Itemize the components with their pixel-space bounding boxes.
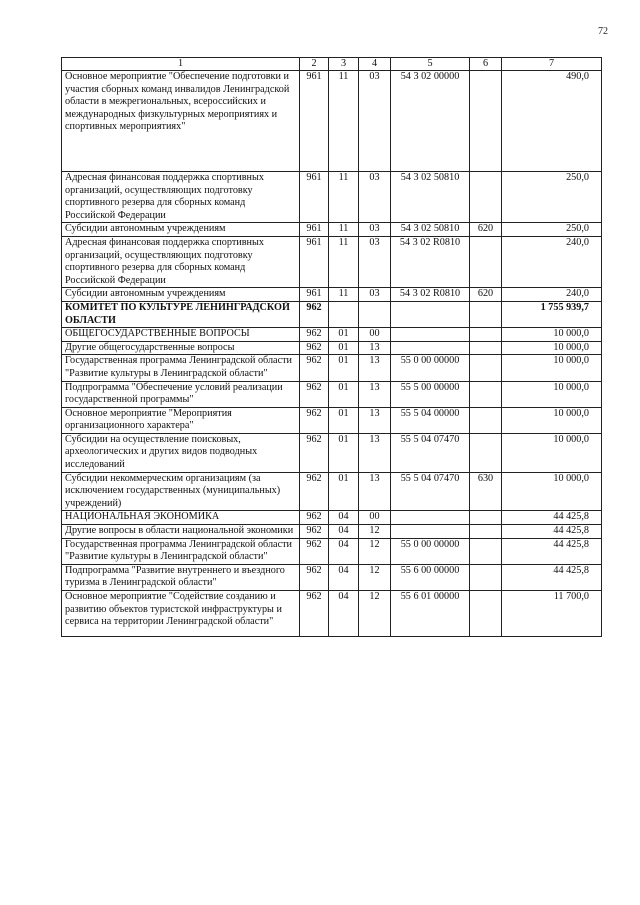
row-subsection: 13 (359, 472, 391, 511)
row-target-article (391, 328, 470, 342)
row-name: Основное мероприятие "Мероприятия организационного характера" (62, 407, 300, 433)
row-expense-type: 620 (470, 223, 502, 237)
row-expense-type (470, 301, 502, 327)
row-name: Субсидии автономным учреждениям (62, 288, 300, 302)
row-amount: 44 425,8 (502, 511, 602, 525)
table-row (62, 341, 602, 355)
row-name: Адресная финансовая поддержка спортивных организаций, осуществляющих подготовку спортивного резерва для сборных команд Российской Федерации (62, 172, 300, 223)
row-amount: 10 000,0 (502, 472, 602, 511)
row-expense-type (470, 328, 502, 342)
row-subsection: 13 (359, 381, 391, 407)
row-amount: 490,0 (502, 71, 602, 172)
row-target-article: 55 5 04 07470 (391, 433, 470, 472)
row-expense-type (470, 236, 502, 287)
row-amount: 10 000,0 (502, 341, 602, 355)
row-target-article: 55 6 00 00000 (391, 564, 470, 590)
header-col-7: 7 (502, 58, 602, 71)
table-header-row (62, 58, 602, 71)
row-expense-type (470, 172, 502, 223)
row-target-article (391, 301, 470, 327)
header-col-5: 5 (391, 58, 470, 71)
table-row (62, 525, 602, 539)
header-col-4: 4 (359, 58, 391, 71)
row-name: Адресная финансовая поддержка спортивных организаций, осуществляющих подготовку спортивного резерва для сборных команд Российской Федерации (62, 236, 300, 287)
row-ministry: 962 (300, 591, 329, 637)
table-row (62, 288, 602, 302)
row-target-article: 54 3 02 50810 (391, 223, 470, 237)
row-section: 04 (329, 564, 359, 590)
row-section: 11 (329, 223, 359, 237)
row-amount: 10 000,0 (502, 381, 602, 407)
row-name: Подпрограмма "Обеспечение условий реализации государственной программы" (62, 381, 300, 407)
row-section (329, 301, 359, 327)
row-name: Субсидии автономным учреждениям (62, 223, 300, 237)
row-ministry: 962 (300, 511, 329, 525)
row-name: Государственная программа Ленинградской области "Развитие культуры в Ленинградской области" (62, 355, 300, 381)
row-section: 01 (329, 433, 359, 472)
row-name: Основное мероприятие "Содействие созданию и развитию объектов туристской инфраструктуры и сервиса на территории Ленинградской области" (62, 591, 300, 637)
budget-table (61, 57, 602, 637)
row-subsection: 12 (359, 538, 391, 564)
row-subsection: 12 (359, 591, 391, 637)
row-expense-type: 620 (470, 288, 502, 302)
row-subsection: 00 (359, 511, 391, 525)
header-col-2: 2 (300, 58, 329, 71)
page-number: 72 (598, 26, 608, 37)
table-row (62, 223, 602, 237)
row-target-article: 54 3 02 R0810 (391, 288, 470, 302)
row-subsection (359, 301, 391, 327)
row-ministry: 961 (300, 71, 329, 172)
table-row (62, 511, 602, 525)
row-amount: 250,0 (502, 172, 602, 223)
table-row (62, 328, 602, 342)
row-section: 01 (329, 355, 359, 381)
row-ministry: 962 (300, 381, 329, 407)
row-section: 01 (329, 328, 359, 342)
row-section: 04 (329, 538, 359, 564)
table-row (62, 591, 602, 637)
row-expense-type (470, 525, 502, 539)
table-row (62, 538, 602, 564)
row-expense-type (470, 433, 502, 472)
row-target-article: 54 3 02 50810 (391, 172, 470, 223)
table-row (62, 564, 602, 590)
row-name: Другие общегосударственные вопросы (62, 341, 300, 355)
row-amount: 10 000,0 (502, 328, 602, 342)
table-row (62, 355, 602, 381)
row-amount: 44 425,8 (502, 538, 602, 564)
row-subsection: 03 (359, 223, 391, 237)
row-target-article: 55 0 00 00000 (391, 355, 470, 381)
table-row (62, 172, 602, 223)
row-expense-type (470, 538, 502, 564)
row-ministry: 962 (300, 355, 329, 381)
row-target-article: 54 3 02 R0810 (391, 236, 470, 287)
row-expense-type (470, 564, 502, 590)
row-ministry: 962 (300, 564, 329, 590)
row-target-article: 54 3 02 00000 (391, 71, 470, 172)
row-amount: 250,0 (502, 223, 602, 237)
row-target-article: 55 5 04 00000 (391, 407, 470, 433)
header-col-1: 1 (62, 58, 300, 71)
row-subsection: 13 (359, 433, 391, 472)
row-expense-type: 630 (470, 472, 502, 511)
row-amount: 44 425,8 (502, 525, 602, 539)
row-target-article: 55 5 04 07470 (391, 472, 470, 511)
table-row (62, 407, 602, 433)
row-name: Подпрограмма "Развитие внутреннего и въездного туризма в Ленинградской области" (62, 564, 300, 590)
row-target-article (391, 511, 470, 525)
row-section: 01 (329, 472, 359, 511)
row-section: 04 (329, 591, 359, 637)
row-subsection: 13 (359, 341, 391, 355)
row-subsection: 03 (359, 288, 391, 302)
row-section: 01 (329, 381, 359, 407)
row-section: 11 (329, 288, 359, 302)
row-name: Другие вопросы в области национальной экономики (62, 525, 300, 539)
row-expense-type (470, 381, 502, 407)
row-ministry: 961 (300, 288, 329, 302)
row-expense-type (470, 355, 502, 381)
table-row (62, 381, 602, 407)
row-ministry: 962 (300, 341, 329, 355)
row-name: Основное мероприятие "Обеспечение подготовки и участия сборных команд инвалидов Ленинградской области в межрегиональных, всероссийских и международных физкультурных мероприятиях и спортивных мероприятиях" (62, 71, 300, 172)
row-section: 01 (329, 341, 359, 355)
row-name: Субсидии некоммерческим организациям (за исключением государственных (муниципальных) учреждений) (62, 472, 300, 511)
row-section: 11 (329, 172, 359, 223)
row-amount: 10 000,0 (502, 433, 602, 472)
row-section: 01 (329, 407, 359, 433)
row-subsection: 03 (359, 172, 391, 223)
table-row (62, 71, 602, 172)
row-amount: 44 425,8 (502, 564, 602, 590)
row-amount: 10 000,0 (502, 407, 602, 433)
row-target-article: 55 5 00 00000 (391, 381, 470, 407)
row-ministry: 962 (300, 525, 329, 539)
row-name: Государственная программа Ленинградской области "Развитие культуры в Ленинградской области" (62, 538, 300, 564)
row-name: НАЦИОНАЛЬНАЯ ЭКОНОМИКА (62, 511, 300, 525)
row-subsection: 12 (359, 525, 391, 539)
row-expense-type (470, 511, 502, 525)
row-section: 11 (329, 236, 359, 287)
row-subsection: 03 (359, 236, 391, 287)
row-ministry: 962 (300, 328, 329, 342)
row-amount: 240,0 (502, 236, 602, 287)
row-amount: 10 000,0 (502, 355, 602, 381)
table-row (62, 301, 602, 327)
row-section: 04 (329, 511, 359, 525)
row-subsection: 03 (359, 71, 391, 172)
table-row (62, 472, 602, 511)
table-row (62, 433, 602, 472)
header-col-3: 3 (329, 58, 359, 71)
row-section: 11 (329, 71, 359, 172)
row-ministry: 962 (300, 472, 329, 511)
row-ministry: 962 (300, 538, 329, 564)
row-ministry: 962 (300, 407, 329, 433)
row-expense-type (470, 71, 502, 172)
row-target-article (391, 341, 470, 355)
row-ministry: 962 (300, 433, 329, 472)
row-amount: 11 700,0 (502, 591, 602, 637)
row-target-article: 55 0 00 00000 (391, 538, 470, 564)
row-name: Субсидии на осуществление поисковых, археологических и других видов подводных исследований (62, 433, 300, 472)
row-ministry: 961 (300, 172, 329, 223)
row-expense-type (470, 341, 502, 355)
row-name: КОМИТЕТ ПО КУЛЬТУРЕ ЛЕНИНГРАДСКОЙ ОБЛАСТИ (62, 301, 300, 327)
row-target-article: 55 6 01 00000 (391, 591, 470, 637)
row-expense-type (470, 591, 502, 637)
table-row (62, 236, 602, 287)
row-amount: 240,0 (502, 288, 602, 302)
row-amount: 1 755 939,7 (502, 301, 602, 327)
row-subsection: 12 (359, 564, 391, 590)
row-subsection: 13 (359, 355, 391, 381)
row-subsection: 13 (359, 407, 391, 433)
row-name: ОБЩЕГОСУДАРСТВЕННЫЕ ВОПРОСЫ (62, 328, 300, 342)
header-col-6: 6 (470, 58, 502, 71)
row-ministry: 962 (300, 301, 329, 327)
row-section: 04 (329, 525, 359, 539)
row-expense-type (470, 407, 502, 433)
row-ministry: 961 (300, 223, 329, 237)
row-subsection: 00 (359, 328, 391, 342)
row-ministry: 961 (300, 236, 329, 287)
row-target-article (391, 525, 470, 539)
